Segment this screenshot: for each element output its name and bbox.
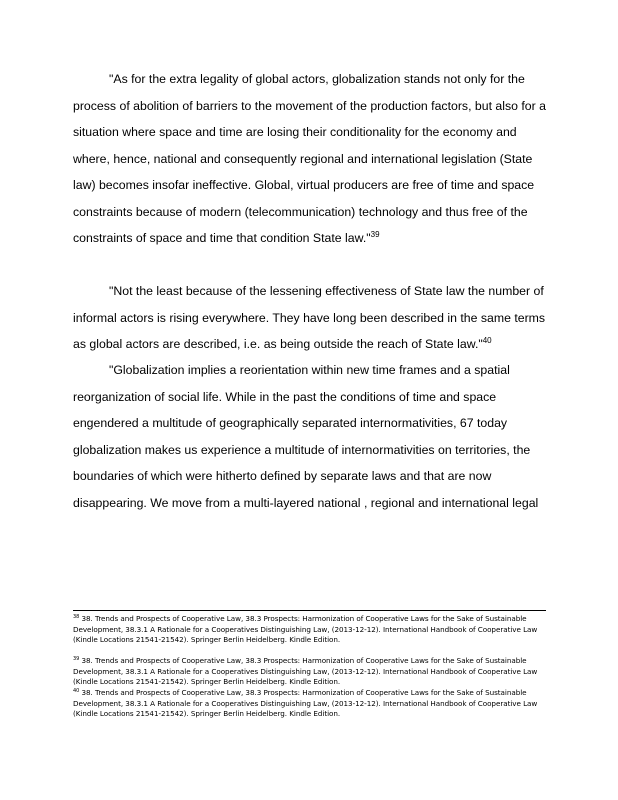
footnote-39 [73,656,551,688]
footnote-text: 38. Trends and Prospects of Cooperative Law, 38.3 Prospects: Harmonization of Cooperative Laws for the Sake of Sustainable Development, 38.3.1 A Rationale for a Cooperatives Distinguishing Law, (2013-12-12). International Handbook of Cooperative Law (Kindle Locations 21541-21542). Springer Berlin Heidelberg. Kindle Edition. [73,688,538,719]
footnote-38 [73,614,551,646]
footnote-number: 40 [73,688,80,694]
paragraph-text: "Not the least because of the lessening effectiveness of State law the number of informal actors is rising everywhere. They have long been described in the same terms as global actors are described, i.e. as being outside the reach of State law." [73,284,546,351]
footnote-reference-39[interactable]: 39 [370,230,380,239]
body-paragraph-3 [73,357,551,516]
paragraph-text: "As for the extra legality of global actors, globalization stands not only for the process of abolition of barriers to the movement of the production factors, but also for a situation where space and time are losing their conditionality for the economy and where, hence, national and consequently regional and international legislation (State law) becomes insofar ineffective. Global, virtual producers are free of time and space constraints because of modern (telecommunication) technology and thus free of the constraints of space and time that condition State law." [73,72,546,245]
footnote-40 [73,688,551,720]
footnote-number: 38 [73,614,80,620]
footnote-reference-40[interactable]: 40 [482,336,492,345]
footnote-separator [73,610,546,611]
paragraph-text: "Globalization implies a reorientation within new time frames and a spatial reorganization of social life. While in the past the conditions of time and space engendered a multitude of geographically separated internormativities, 67 today globalization makes us experience a multitude of internormativities on territories, the boundaries of which were hitherto defined by separate laws and that are now disappearing. We move from a multi-layered national , regional and international legal [73,363,539,510]
footnote-number: 39 [73,656,80,662]
body-paragraph-1 [73,66,551,252]
body-paragraph-2 [73,278,551,358]
footnote-text: 38. Trends and Prospects of Cooperative Law, 38.3 Prospects: Harmonization of Cooperative Laws for the Sake of Sustainable Development, 38.3.1 A Rationale for a Cooperatives Distinguishing Law, (2013-12-12). International Handbook of Cooperative Law (Kindle Locations 21541-21542). Springer Berlin Heidelberg. Kindle Edition. [73,614,538,645]
footnote-text: 38. Trends and Prospects of Cooperative Law, 38.3 Prospects: Harmonization of Cooperative Laws for the Sake of Sustainable Development, 38.3.1 A Rationale for a Cooperatives Distinguishing Law, (2013-12-12). International Handbook of Cooperative Law (Kindle Locations 21541-21542). Springer Berlin Heidelberg. Kindle Edition. [73,656,538,687]
